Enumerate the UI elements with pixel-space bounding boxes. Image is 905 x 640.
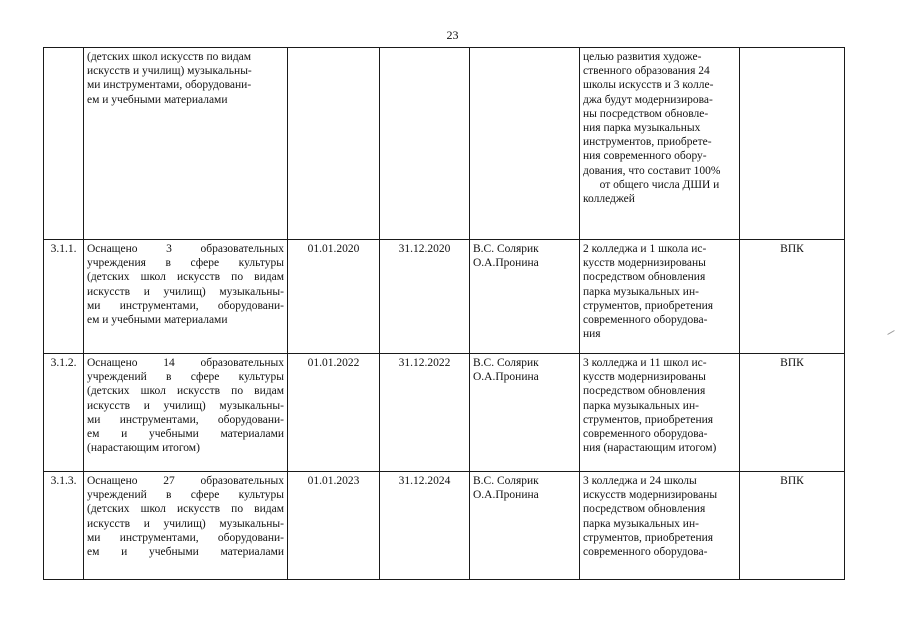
cell-text-line: 3.1.1. — [50, 243, 77, 255]
cell-text-line: парка музыкальных ин- — [583, 517, 699, 530]
cell-text-line: (детских школ искусств по видам — [87, 51, 252, 63]
page-number: 23 — [446, 28, 459, 42]
description-cell — [84, 240, 288, 354]
end-date-cell — [380, 240, 470, 354]
cell-text-line: кусств модернизированы — [583, 257, 706, 270]
start-date-cell — [288, 240, 380, 354]
start-date-cell — [288, 354, 380, 472]
cell-text-line: ем и учебными материалами — [87, 93, 228, 106]
cell-text-line: инструментов, приобрете- — [583, 136, 712, 149]
cell-text-line: посредством обновления — [583, 271, 706, 284]
end-date-cell — [380, 354, 470, 472]
cell-text-line: современного оборудова- — [583, 314, 708, 327]
cell-text-line: посредством обновления — [583, 385, 706, 398]
responsible-persons-cell — [470, 240, 580, 354]
cell-text-line: парка музыкальных ин- — [583, 399, 699, 412]
cell-text-line: ния парка музыкальных — [583, 122, 701, 135]
cell-text-line: В.С. Солярик — [473, 475, 539, 487]
description-cell — [84, 354, 288, 472]
cell-text-line: 01.01.2022 — [307, 357, 360, 369]
item-number-cell — [44, 472, 84, 580]
cell-text-line: колледжей — [583, 193, 635, 206]
cell-text-line: школы искусств и 3 колле- — [583, 79, 714, 92]
cell-text-line: искусств и училищ) музыкальны- — [87, 285, 284, 298]
cell-text-line: Оснащено 27 образовательных — [87, 475, 284, 487]
cell-text-line: струментов, приобретения — [583, 531, 714, 544]
end-date-cell — [380, 472, 470, 580]
start-date-cell — [288, 48, 380, 240]
item-number-cell — [44, 48, 84, 240]
cell-text-line: ны посредством обновле- — [583, 107, 709, 120]
cell-text-line: О.А.Пронина — [473, 489, 539, 502]
cell-text-line: ния современного обору- — [583, 150, 707, 163]
responsible-persons-cell — [470, 472, 580, 580]
expected-result-cell — [580, 48, 740, 240]
cell-text-line: ми инструментами, оборудовани- — [87, 413, 284, 426]
cell-text-line: 2 колледжа и 1 школа ис- — [583, 243, 707, 255]
responsible-org-cell — [740, 240, 845, 354]
cell-text-line: парка музыкальных ин- — [583, 285, 699, 298]
cell-text-line: ми инструментами, оборудовани- — [87, 79, 252, 92]
cell-text-line: современного оборудова- — [583, 428, 708, 441]
cell-text-line: В.С. Солярик — [473, 243, 539, 255]
expected-result-cell — [580, 240, 740, 354]
table-row — [44, 240, 845, 354]
cell-text-line: ем и учебными материалами — [87, 314, 228, 327]
responsible-org-cell — [740, 354, 845, 472]
cell-text-line: 3 колледжа и 24 школы — [583, 475, 697, 487]
cell-text-line: ВПК — [780, 357, 804, 369]
cell-text-line: дования, что составит 100% — [583, 164, 721, 177]
cell-text-line: кусств модернизированы — [583, 371, 706, 384]
cell-text-line: искусств и училищ) музыкальны- — [87, 517, 284, 530]
expected-result-cell — [580, 354, 740, 472]
cell-text-line: 3 колледжа и 11 школ ис- — [583, 357, 707, 369]
end-date-cell — [380, 48, 470, 240]
cell-text-line: целью развития художе- — [583, 51, 702, 63]
cell-text-line: О.А.Пронина — [473, 371, 539, 384]
cell-text-line: ем и учебными материалами — [87, 546, 284, 559]
cell-text-line: современного оборудова- — [583, 546, 708, 559]
plan-table — [43, 47, 845, 580]
description-cell — [84, 472, 288, 580]
cell-text-line: 3.1.2. — [50, 357, 77, 369]
cell-text-line: О.А.Пронина — [473, 257, 539, 270]
responsible-org-cell — [740, 472, 845, 580]
cell-text-line: ми инструментами, оборудовани- — [87, 531, 284, 544]
cell-text-line: искусств и училищ) музыкальны- — [87, 65, 252, 78]
cell-text-line: искусств модернизированы — [583, 489, 718, 502]
cell-text-line: учреждений в сфере культуры — [87, 489, 284, 502]
item-number-cell — [44, 354, 84, 472]
cell-text-line: джа будут модернизирова- — [583, 93, 713, 106]
cell-text-line: 31.12.2020 — [398, 243, 451, 255]
cell-text-line: 31.12.2024 — [398, 475, 451, 487]
margin-pen-mark — [887, 330, 894, 335]
table-row — [44, 354, 845, 472]
cell-text-line: 01.01.2020 — [307, 243, 360, 255]
cell-text-line: 3.1.3. — [50, 475, 77, 487]
cell-text-line: (детских школ искусств по видам — [87, 271, 284, 284]
cell-text-line: ния (нарастающим итогом) — [583, 442, 717, 455]
start-date-cell — [288, 472, 380, 580]
cell-text-line: (нарастающим итогом) — [87, 442, 200, 455]
responsible-org-cell — [740, 48, 845, 240]
description-cell — [84, 48, 288, 240]
cell-text-line: В.С. Солярик — [473, 357, 539, 369]
cell-text-line: ственного образования 24 — [583, 65, 710, 78]
responsible-persons-cell — [470, 354, 580, 472]
cell-text-line: струментов, приобретения — [583, 413, 714, 426]
cell-text-line: 31.12.2022 — [398, 357, 451, 369]
cell-text-line: ВПК — [780, 475, 804, 487]
cell-text-line: посредством обновления — [583, 503, 706, 516]
cell-text-line: ния — [583, 328, 601, 341]
cell-text-line: учреждения в сфере культуры — [87, 257, 284, 270]
item-number-cell — [44, 240, 84, 354]
expected-result-cell — [580, 472, 740, 580]
cell-text-line: Оснащено 14 образовательных — [87, 357, 284, 369]
cell-text-line: ВПК — [780, 243, 804, 255]
cell-text-line: (детских школ искусств по видам — [87, 385, 284, 398]
cell-text-line: учреждений в сфере культуры — [87, 371, 284, 384]
table-row — [44, 472, 845, 580]
cell-text-line: Оснащено 3 образовательных — [87, 243, 284, 255]
cell-text-line: от общего числа ДШИ и — [599, 178, 720, 191]
cell-text-line: (детских школ искусств по видам — [87, 503, 284, 516]
cell-text-line: ем и учебными материалами — [87, 428, 284, 441]
cell-text-line: 01.01.2023 — [307, 475, 360, 487]
cell-text-line: ми инструментами, оборудовани- — [87, 299, 284, 312]
table-row — [44, 48, 845, 240]
responsible-persons-cell — [470, 48, 580, 240]
cell-text-line: струментов, приобретения — [583, 299, 714, 312]
cell-text-line: искусств и училищ) музыкальны- — [87, 399, 284, 412]
